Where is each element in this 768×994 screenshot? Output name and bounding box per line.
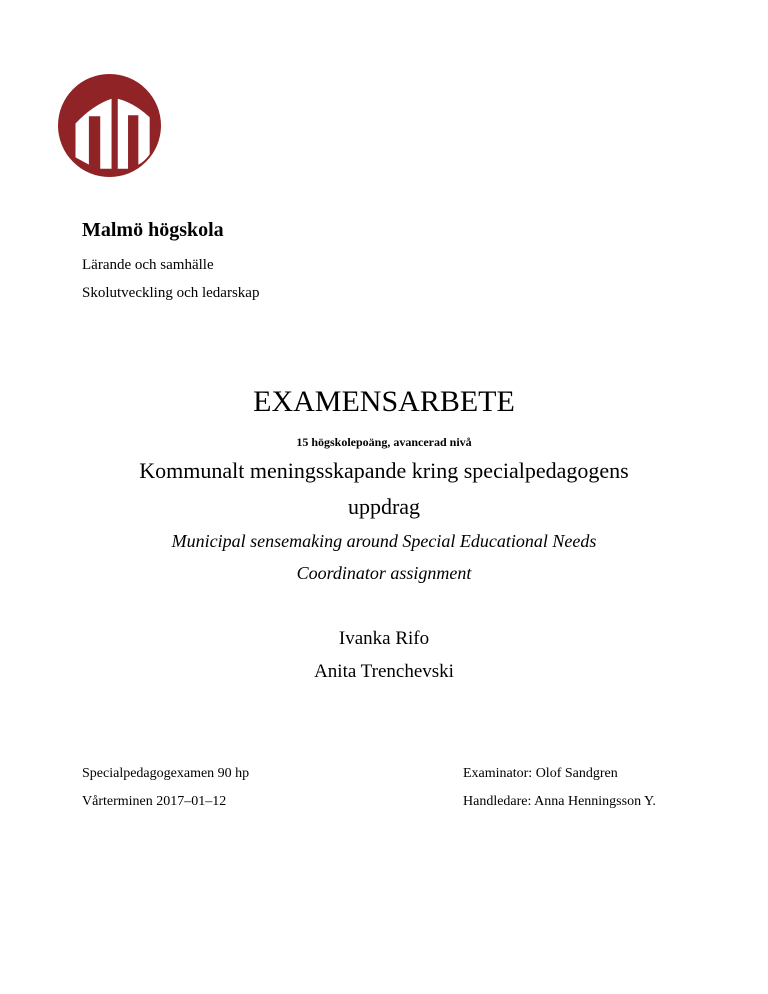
degree-info: Specialpedagogexamen 90 hp — [82, 766, 250, 781]
author-name: Anita Trenchevski — [314, 661, 454, 682]
institution-name: Malmö högskola — [82, 219, 224, 241]
faculty-name: Lärande och samhälle — [82, 257, 214, 273]
author-name: Ivanka Rifo — [338, 628, 430, 649]
swedish-title-line-1: Kommunalt meningsskapande kring specialpedagogens — [139, 458, 629, 483]
term-date: Vårterminen 2017–01–12 — [82, 794, 227, 809]
document-type-heading: EXAMENSARBETE — [253, 385, 515, 418]
english-title-line-1: Municipal sensemaking around Special Educational Needs — [171, 531, 597, 551]
supervisor-info: Handledare: Anna Henningsson Y. — [463, 794, 656, 809]
swedish-title-line-2: uppdrag — [347, 494, 421, 519]
malmo-hogskola-logo-icon — [58, 74, 161, 177]
credits-line: 15 högskolepoäng, avancerad nivå — [296, 435, 472, 449]
department-name: Skolutveckling och ledarskap — [82, 285, 260, 301]
english-title-line-2: Coordinator assignment — [296, 563, 472, 583]
examiner-info: Examinator: Olof Sandgren — [463, 766, 618, 781]
